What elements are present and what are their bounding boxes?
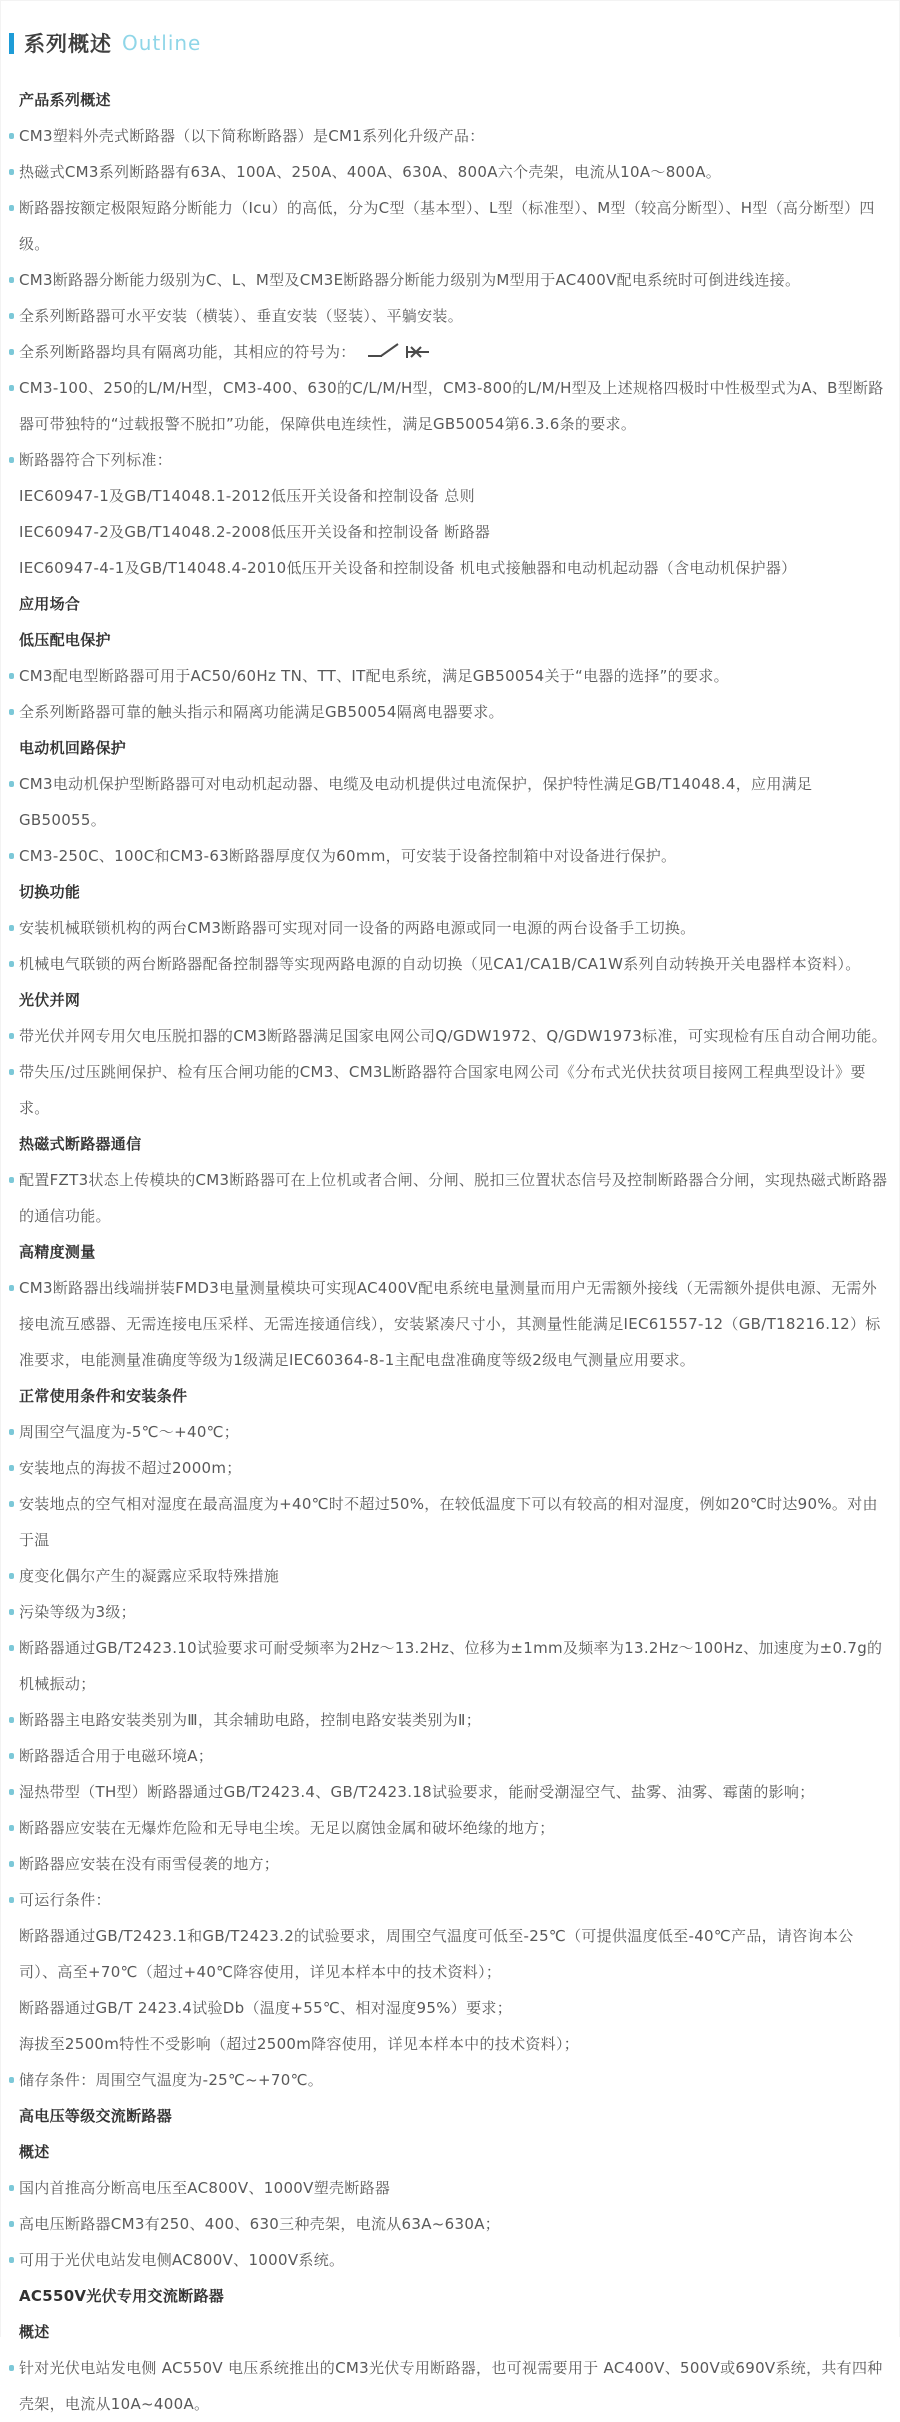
block-text: 断路器应安装在无爆炸危险和无导电尘埃。无足以腐蚀金属和破坏绝缘的地方；: [19, 1819, 555, 1837]
bullet-item: [9, 262, 891, 298]
block-text: 高精度测量: [19, 1243, 96, 1261]
block-text: 全系列断路器可水平安装（横装）、垂直安装（竖装）、平躺安装。: [19, 307, 464, 325]
block-text: 应用场合: [19, 595, 81, 613]
block-text: 安装地点的海拔不超过2000m；: [19, 1459, 242, 1477]
bullet-item: [9, 766, 891, 838]
block-text: 带失压/过压跳闸保护、检有压合闸功能的CM3、CM3L断路器符合国家电网公司《分布式光伏扶贫项目接网工程典型设计》要求。: [19, 1063, 866, 1117]
block-text: CM3断路器出线端拼装FMD3电量测量模块可实现AC400V配电系统电量测量而用户无需额外接线（无需额外提供电源、无需外接电流互感器、无需连接电压采样、无需连接通信线），安装紧凑尺寸小，其测量性能满足IEC61557-12（GB/T18216.12）标准要求，电能测量准确度等级为1级满足IEC60364-8-1主配电盘准确度等级2级电气测量应用要求。: [19, 1279, 881, 1369]
section-heading: [9, 982, 891, 1018]
block-text: 污染等级为3级；: [19, 1603, 136, 1621]
block-text: 可用于光伏电站发电侧AC800V、1000V系统。: [19, 2251, 345, 2269]
bullet-item: [9, 1846, 891, 1882]
section-heading: [9, 2098, 891, 2134]
bullet-item: [9, 2062, 891, 2098]
block-text: 断路器符合下列标准：: [19, 451, 173, 469]
block-text: 正常使用条件和安装条件: [19, 1387, 188, 1405]
block-text: 机械电气联锁的两台断路器配备控制器等实现两路电源的自动切换（见CA1/CA1B/CA1W系列自动转换开关电器样本资料）。: [19, 955, 861, 973]
bullet-item: [9, 1774, 891, 1810]
block-text: 安装地点的空气相对湿度在最高温度为+40℃时不超过50%，在较低温度下可以有较高的相对湿度，例如20℃时达90%。对由于温: [19, 1495, 878, 1549]
bullet-item: [9, 2170, 891, 2206]
bullet-item: [9, 1738, 891, 1774]
block-text: 断路器主电路安装类别为Ⅲ，其余辅助电路，控制电路安装类别为Ⅱ；: [19, 1711, 482, 1729]
section-heading: [9, 874, 891, 910]
plain-line: [9, 1990, 891, 2026]
bullet-item: [9, 2350, 891, 2422]
bullet-item: [9, 1018, 891, 1054]
block-text: 断路器按额定极限短路分断能力（Icu）的高低，分为C型（基本型）、L型（标准型）、M型（较高分断型）、H型（高分断型）四级。: [19, 199, 875, 253]
section-heading: [9, 1378, 891, 1414]
block-text: 储存条件：周围空气温度为-25℃~+70℃。: [19, 2071, 324, 2089]
bullet-item: [9, 946, 891, 982]
block-text: 海拔至2500m特性不受影响（超过2500m降容使用，详见本样本中的技术资料）；: [19, 2035, 580, 2053]
block-text: 度变化偶尔产生的凝露应采取特殊措施: [19, 1567, 280, 1585]
block-text: IEC60947-1及GB/T14048.1-2012低压开关设备和控制设备 总则: [19, 487, 475, 505]
bullet-item: [9, 190, 891, 262]
bullet-item: [9, 1882, 891, 1918]
bullet-item: [9, 838, 891, 874]
plain-line: [9, 514, 891, 550]
block-text: 带光伏并网专用欠电压脱扣器的CM3断路器满足国家电网公司Q/GDW1972、Q/GDW1973标准，可实现检有压自动合闸功能。: [19, 1027, 887, 1045]
block-text: 热磁式断路器通信: [19, 1135, 142, 1153]
block-text: 湿热带型（TH型）断路器通过GB/T2423.4、GB/T2423.18试验要求，能耐受潮湿空气、盐雾、油雾、霉菌的影响；: [19, 1783, 815, 1801]
block-text: CM3-100、250的L/M/H型，CM3-400、630的C/L/M/H型，CM3-800的L/M/H型及上述规格四极时中性极型式为A、B型断路器可带独特的“过载报警不脱扣”功能，保障供电连续性，满足GB50054第6.3.6条的要求。: [19, 379, 884, 433]
block-text: CM3-250C、100C和CM3-63断路器厚度仅为60mm，可安装于设备控制箱中对设备进行保护。: [19, 847, 677, 865]
plain-line: [9, 2026, 891, 2062]
block-text: 光伏并网: [19, 991, 81, 1009]
bullet-item: [9, 2206, 891, 2242]
document-content: [9, 82, 891, 2422]
bullet-item: [9, 1414, 891, 1450]
block-text: 断路器应安装在没有雨雪侵袭的地方；: [19, 1855, 280, 1873]
bullet-item: [9, 298, 891, 334]
block-text: 切换功能: [19, 883, 81, 901]
block-text: CM3电动机保护型断路器可对电动机起动器、电缆及电动机提供过电流保护，保护特性满足GB/T14048.4，应用满足GB50055。: [19, 775, 813, 829]
bullet-item: [9, 658, 891, 694]
block-text: 断路器适合用于电磁环境A；: [19, 1747, 214, 1765]
section-heading: [9, 2314, 891, 2350]
block-text: 周围空气温度为-5℃～+40℃；: [19, 1423, 240, 1441]
section-heading: [9, 2278, 891, 2314]
section-heading: [9, 82, 891, 118]
block-text: 国内首推高分断高电压至AC800V、1000V塑壳断路器: [19, 2179, 391, 2197]
bullet-item: [9, 910, 891, 946]
bullet-item: [9, 1486, 891, 1558]
title-accent-bar: [9, 33, 14, 54]
section-title: [9, 28, 891, 58]
bullet-item: [9, 370, 891, 442]
block-text: 可运行条件：: [19, 1891, 111, 1909]
block-text: 概述: [19, 2323, 50, 2341]
bullet-item: [9, 1162, 891, 1234]
page-title-english: Outline: [122, 31, 202, 55]
bullet-item: [9, 334, 891, 370]
bullet-item: [9, 1054, 891, 1126]
section-heading: [9, 1126, 891, 1162]
bullet-item: [9, 1270, 891, 1378]
bullet-item: [9, 154, 891, 190]
block-text: 产品系列概述: [19, 91, 111, 109]
bullet-item: [9, 442, 891, 478]
section-heading: [9, 2134, 891, 2170]
page-title: 系列概述: [24, 32, 112, 56]
block-text: CM3配电型断路器可用于AC50/60Hz TN、TT、IT配电系统，满足GB50054关于“电器的选择”的要求。: [19, 667, 729, 685]
section-heading: [9, 586, 891, 622]
block-text: CM3塑料外壳式断路器（以下简称断路器）是CM1系列化升级产品：: [19, 127, 485, 145]
block-text: 断路器通过GB/T2423.1和GB/T2423.2的试验要求，周围空气温度可低至-25℃（可提供温度低至-40℃产品，请咨询本公司）、高至+70℃（超过+40℃降容使用，详见本样本中的技术资料）；: [19, 1927, 854, 1981]
block-text: 热磁式CM3系列断路器有63A、100A、250A、400A、630A、800A六个壳架，电流从10A～800A。: [19, 163, 722, 181]
block-text: 高电压断路器CM3有250、400、630三种壳架，电流从63A~630A；: [19, 2215, 501, 2233]
block-text: 低压配电保护: [19, 631, 111, 649]
block-text: 安装机械联锁机构的两台CM3断路器可实现对同一设备的两路电源或同一电源的两台设备手工切换。: [19, 919, 696, 937]
bullet-item: [9, 1450, 891, 1486]
bullet-item: [9, 1594, 891, 1630]
plain-line: [9, 1918, 891, 1990]
block-text: 概述: [19, 2143, 50, 2161]
bullet-item: [9, 1630, 891, 1702]
block-text: 断路器通过GB/T 2423.4试验Db（温度+55℃、相对湿度95%）要求；: [19, 1999, 512, 2017]
bullet-item: [9, 1702, 891, 1738]
section-heading: [9, 622, 891, 658]
block-text: IEC60947-4-1及GB/T14048.4-2010低压开关设备和控制设备 机电式接触器和电动机起动器（含电动机保护器）: [19, 559, 797, 577]
block-text: 配置FZT3状态上传模块的CM3断路器可在上位机或者合闸、分闸、脱扣三位置状态信号及控制断路器合分闸，实现热磁式断路器的通信功能。: [19, 1171, 888, 1225]
bullet-item: [9, 1558, 891, 1594]
bullet-item: [9, 118, 891, 154]
block-text: 高电压等级交流断路器: [19, 2107, 173, 2125]
plain-line: [9, 478, 891, 514]
block-text: 针对光伏电站发电侧 AC550V 电压系统推出的CM3光伏专用断路器，也可视需要用于 AC400V、500V或690V系统，共有四种壳架，电流从10A~400A。: [19, 2359, 883, 2413]
block-text: 电动机回路保护: [19, 739, 127, 757]
block-text: 全系列断路器可靠的触头指示和隔离功能满足GB50054隔离电器要求。: [19, 703, 504, 721]
section-heading: [9, 730, 891, 766]
block-text: CM3断路器分断能力级别为C、L、M型及CM3E断路器分断能力级别为M型用于AC400V配电系统时可倒进线连接。: [19, 271, 801, 289]
section-heading: [9, 1234, 891, 1270]
bullet-item: [9, 694, 891, 730]
block-text: 全系列断路器均具有隔离功能，其相应的符号为：: [19, 343, 356, 361]
bullet-item: [9, 2242, 891, 2278]
block-text: IEC60947-2及GB/T14048.2-2008低压开关设备和控制设备 断路器: [19, 523, 491, 541]
block-text: AC550V光伏专用交流断路器: [19, 2287, 225, 2305]
isolation-function-symbol-icon: [367, 341, 431, 361]
bullet-item: [9, 1810, 891, 1846]
plain-line: [9, 550, 891, 586]
block-text: 断路器通过GB/T2423.10试验要求可耐受频率为2Hz～13.2Hz、位移为±1mm及频率为13.2Hz～100Hz、加速度为±0.7g的机械振动；: [19, 1639, 883, 1693]
